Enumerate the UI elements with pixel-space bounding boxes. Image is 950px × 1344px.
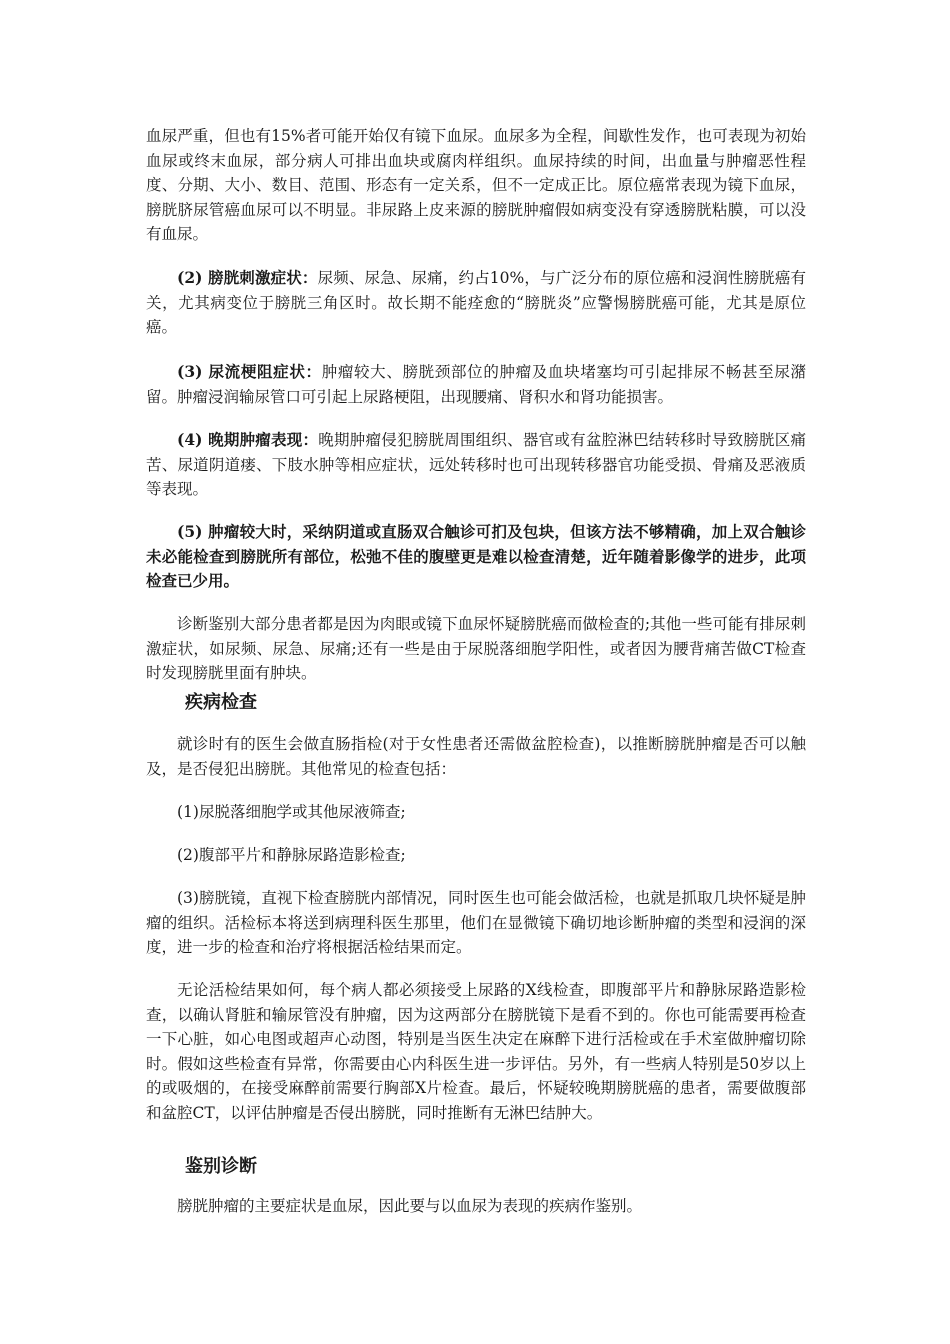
- paragraph-diagnosis: 诊断鉴别大部分患者都是因为肉眼或镜下血尿怀疑膀胱癌而做检查的;其他一些可能有排尿刺激症状，如尿频、尿急、尿痛;还有一些是由于尿脱落细胞学阳性，或者因为腰背痛苦做CT检查时发现膀胱里面有肿块。: [146, 615, 806, 682]
- paragraph-body: 尿频、尿急、尿痛，约占10%，与广泛分布的原位癌和浸润性膀胱癌有关，尤其病变位于膀胱三角区时。故长期不能痊愈的“膀胱炎”应警惕膀胱癌可能，尤其是原位癌。: [146, 269, 806, 336]
- paragraph-rectal-exam: 就诊时有的医生会做直肠指检(对于女性患者还需做盆腔检查)，以推断膀胱肿瘤是否可以触及，是否侵犯出膀胱。其他常见的检查包括：: [146, 735, 806, 778]
- paragraph-title: (4) 晚期肿瘤表现：: [177, 430, 319, 449]
- paragraph-hematuria: 血尿严重，但也有15%者可能开始仅有镜下血尿。血尿多为全程，间歇性发作，也可表现为初始血尿或终末血尿，部分病人可排出血块或腐肉样组织。血尿持续的时间，出血量与肿瘤恶性程度、分期、大小、数目、范围、形态有一定关系，但不一定成正比。原位癌常表现为镜下血尿，膀胱脐尿管癌血尿可以不明显。非尿路上皮来源的膀胱肿瘤假如病变没有穿透膀胱粘膜，可以没有血尿。: [146, 127, 806, 243]
- paragraph-title: (2) 膀胱刺激症状：: [177, 268, 318, 287]
- paragraph-exam-item-1: (1)尿脱落细胞学或其他尿液筛查;: [177, 803, 406, 821]
- paragraph-body: 肿瘤较大、膀胱颈部位的肿瘤及血块堵塞均可引起排尿不畅甚至尿潴留。肿瘤浸润输尿管口可引起上尿路梗阻，出现腰痛、肾积水和肾功能损害。: [146, 363, 806, 406]
- paragraph-body: 晚期肿瘤侵犯膀胱周围组织、器官或有盆腔淋巴结转移时导致膀胱区痛苦、尿道阴道瘘、下肢水肿等相应症状，远处转移时也可出现转移器官功能受损、骨痛及恶液质等表现。: [146, 431, 806, 498]
- heading-differential-diagnosis: 鉴别诊断: [185, 1156, 257, 1177]
- paragraph-urinary-obstruction: [146, 360, 806, 409]
- paragraph-bimanual-exam: (5) 肿瘤较大时，采纳阴道或直肠双合触诊可扪及包块，但该方法不够精确，加上双合触诊未必能检查到膀胱所有部位，松弛不佳的腹壁更是难以检查清楚，近年随着影像学的进步，此项检查已少用。: [146, 522, 806, 590]
- paragraph-exam-item-3: (3)膀胱镜，直视下检查膀胱内部情况，同时医生也可能会做活检，也就是抓取几块怀疑是肿瘤的组织。活检标本将送到病理科医生那里，他们在显微镜下确切地诊断肿瘤的类型和浸润的深度，进一步的检查和治疗将根据活检结果而定。: [146, 889, 806, 956]
- heading-disease-examination: 疾病检查: [185, 692, 257, 713]
- paragraph-title: (3) 尿流梗阻症状：: [177, 362, 322, 381]
- paragraph-xray-exam: 无论活检结果如何，每个病人都必须接受上尿路的X线检查，即腹部平片和静脉尿路造影检查，以确认肾脏和输尿管没有肿瘤，因为这两部分在膀胱镜下是看不到的。你也可能需要再检查一下心脏，如心电图或超声心动图，特别是当医生决定在麻醉下进行活检或在手术室做肿瘤切除时。假如这些检查有异常，你需要由心内科医生进一步评估。另外，有一些病人特别是50岁以上的或吸烟的，在接受麻醉前需要行胸部X片检查。最后，怀疑较晚期膀胱癌的患者，需要做腹部和盆腔CT，以评估肿瘤是否侵出膀胱，同时推断有无淋巴结肿大。: [146, 981, 806, 1122]
- paragraph-advanced-tumor: [146, 428, 806, 502]
- paragraph-bladder-irritation: [146, 266, 806, 340]
- paragraph-exam-item-2: (2)腹部平片和静脉尿路造影检查;: [177, 846, 406, 864]
- paragraph-differential: 膀胱肿瘤的主要症状是血尿，因此要与以血尿为表现的疾病作鉴别。: [177, 1197, 643, 1215]
